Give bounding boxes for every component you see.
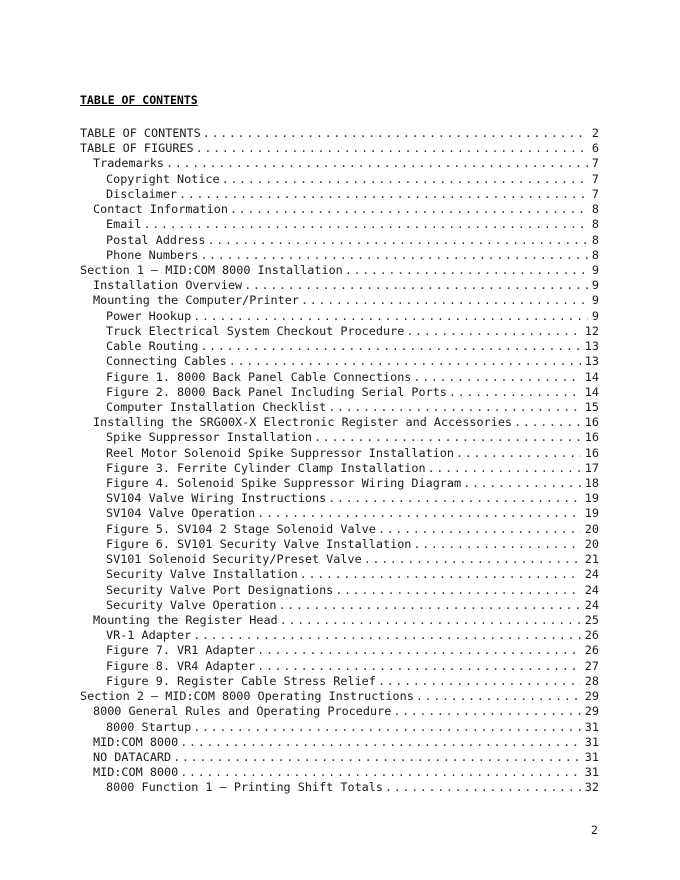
toc-dot-leader (301, 293, 588, 308)
toc-entry[interactable] (80, 552, 599, 567)
toc-entry-page: 9 (591, 293, 599, 308)
toc-entry[interactable] (80, 309, 599, 324)
toc-entry-title: TABLE OF CONTENTS (80, 126, 201, 140)
toc-entry-title: Truck Electrical System Checkout Procedure (106, 323, 405, 338)
toc-entry-page: 21 (584, 552, 599, 567)
toc-entry-page: 26 (584, 643, 599, 658)
toc-entry[interactable] (80, 172, 599, 187)
toc-entry-title: Figure 4. Solenoid Spike Suppressor Wiring Diagram (106, 476, 462, 491)
toc-entry-page: 27 (584, 658, 599, 673)
toc-dot-leader (364, 552, 581, 567)
toc-entry-page: 9 (591, 262, 599, 277)
toc-entry-page: 7 (591, 171, 599, 186)
toc-entry-page: 28 (584, 673, 599, 688)
toc-dot-leader (222, 172, 588, 187)
toc-entry-title: NO DATACARD (93, 749, 172, 764)
toc-entry-page: 8 (591, 247, 599, 262)
toc-entry[interactable] (80, 750, 599, 765)
toc-entry[interactable] (80, 248, 599, 263)
toc-entry-page: 7 (591, 186, 599, 201)
toc-entry-title: SV101 Solenoid Security/Preset Valve (106, 552, 362, 567)
toc-dot-leader (203, 126, 588, 141)
toc-entry[interactable] (80, 156, 599, 171)
toc-entry[interactable] (80, 263, 599, 278)
page-number: 2 (590, 823, 598, 837)
toc-entry-title: Security Valve Port Designations (106, 582, 334, 597)
toc-dot-leader (378, 674, 581, 689)
toc-entry-title: Installing the SRG00X-X Electronic Register and Accessories (93, 415, 513, 430)
toc-entry[interactable] (80, 126, 599, 141)
toc-entry-page: 19 (584, 491, 599, 506)
toc-entry-title: SV104 Valve Wiring Instructions (106, 491, 327, 506)
toc-entry-page: 24 (584, 597, 599, 612)
toc-entry-title: Trademarks (93, 156, 165, 171)
toc-entry[interactable] (80, 141, 599, 156)
toc-dot-leader (456, 446, 581, 461)
toc-entry-page: 18 (584, 476, 599, 491)
toc-entry-page: 9 (591, 308, 599, 323)
toc-dot-leader (413, 537, 580, 552)
toc-entry-page: 12 (584, 323, 599, 338)
toc-entry-page: 9 (591, 278, 599, 293)
toc-entry-page: 25 (584, 613, 599, 627)
toc-dot-leader (180, 735, 581, 750)
toc-entry[interactable] (80, 461, 599, 476)
toc-entry-page: 14 (584, 369, 599, 384)
toc-dot-leader (257, 643, 581, 658)
toc-entry-page: 19 (584, 506, 599, 521)
toc-entry-page: 29 (584, 704, 599, 719)
toc-entry-page: 20 (584, 536, 599, 551)
toc-entry[interactable] (80, 339, 599, 354)
toc-entry-title: Power Hookup (106, 308, 192, 323)
toc-dot-leader (300, 567, 581, 582)
toc-entry-title: Figure 1. 8000 Back Panel Cable Connections (106, 369, 412, 384)
toc-heading: TABLE OF CONTENTS (80, 93, 198, 107)
toc-entry-title: Security Valve Operation (106, 597, 277, 612)
toc-dot-leader (416, 689, 581, 704)
toc-entry-title: Figure 7. VR1 Adapter (106, 643, 256, 658)
toc-entry[interactable] (80, 674, 599, 689)
toc-dot-leader (335, 583, 581, 598)
toc-entry-title: MID:COM 8000 (93, 734, 179, 749)
toc-entry-page: 16 (584, 445, 599, 460)
toc-dot-leader (207, 233, 587, 248)
toc-entry-title: TABLE OF FIGURES (80, 141, 194, 156)
toc-entry[interactable] (80, 659, 599, 674)
toc-entry-page: 20 (584, 521, 599, 536)
toc-dot-leader (144, 217, 588, 232)
toc-dot-leader (166, 156, 588, 171)
toc-entry-title: Email (106, 217, 142, 232)
toc-entry-page: 14 (584, 384, 599, 399)
toc-entry-title: SV104 Valve Operation (106, 506, 256, 521)
toc-dot-leader (193, 628, 581, 643)
toc-entry-title: 8000 Function 1 – Printing Shift Totals (106, 780, 383, 795)
toc-dot-leader (193, 720, 581, 735)
toc-entry[interactable] (80, 780, 599, 795)
toc-entry[interactable] (80, 324, 599, 339)
toc-entry-title: MID:COM 8000 (93, 765, 179, 780)
toc-entry-page: 16 (584, 415, 599, 430)
toc-dot-leader (230, 202, 588, 217)
toc-entry[interactable] (80, 233, 599, 248)
toc-entry-page: 17 (584, 460, 599, 475)
toc-entry[interactable] (80, 522, 599, 537)
toc-entry[interactable] (80, 720, 599, 735)
toc-entry[interactable] (80, 293, 599, 308)
toc-entry[interactable] (80, 385, 599, 400)
toc-dot-leader (257, 506, 581, 521)
toc-entry[interactable] (80, 704, 599, 719)
toc-entry-title: Copyright Notice (106, 171, 220, 186)
toc-entry-title: Connecting Cables (106, 354, 227, 369)
toc-entry-page: 6 (591, 141, 599, 156)
toc-dot-leader (406, 324, 580, 339)
toc-dot-leader (428, 461, 581, 476)
toc-dot-leader (196, 141, 588, 156)
toc-entry-page: 31 (584, 719, 599, 734)
toc-dot-leader (328, 400, 581, 415)
toc-entry-page: 32 (584, 780, 599, 795)
toc-entry-page: 26 (584, 628, 599, 643)
toc-dot-leader (393, 704, 580, 719)
toc-entry-title: Figure 3. Ferrite Cylinder Clamp Installation (106, 460, 426, 475)
toc-entry-title: Figure 9. Register Cable Stress Relief (106, 673, 376, 688)
toc-entry[interactable] (80, 765, 599, 780)
toc-dot-leader (449, 385, 581, 400)
toc-entry-page: 13 (584, 339, 599, 354)
toc-entry[interactable] (80, 370, 599, 385)
toc-dot-leader (193, 309, 588, 324)
toc-entry-page: 31 (584, 749, 599, 764)
toc-entry-title: Cable Routing (106, 339, 199, 354)
toc-entry[interactable] (80, 598, 599, 613)
toc-entry-page: 16 (584, 430, 599, 445)
toc-entry-page: 8 (591, 217, 599, 232)
toc-entry-page: 31 (584, 765, 599, 780)
toc-dot-leader (229, 354, 581, 369)
toc-entry[interactable] (80, 613, 599, 628)
toc-entry[interactable] (80, 415, 599, 430)
toc-dot-leader (244, 278, 588, 293)
toc-entry[interactable] (80, 506, 599, 521)
toc-entry-page: 2 (591, 126, 599, 140)
toc-entry[interactable] (80, 628, 599, 643)
toc-dot-leader (514, 415, 581, 430)
toc-entry[interactable] (80, 491, 599, 506)
toc-entry[interactable] (80, 476, 599, 491)
toc-entry[interactable] (80, 643, 599, 658)
toc-entry-title: Mounting the Computer/Printer (93, 293, 299, 308)
toc-dot-leader (378, 522, 581, 537)
toc-dot-leader (314, 430, 581, 445)
toc-entry-title: VR-1 Adapter (106, 628, 192, 643)
toc-entry-title: Security Valve Installation (106, 567, 298, 582)
toc-entry-title: Reel Motor Solenoid Spike Suppressor Installation (106, 445, 455, 460)
toc-entry[interactable] (80, 583, 599, 598)
toc-entry-page: 24 (584, 582, 599, 597)
toc-entry[interactable] (80, 354, 599, 369)
toc-dot-leader (345, 263, 588, 278)
toc-entry-page: 31 (584, 734, 599, 749)
toc-entry-title: Contact Information (93, 202, 228, 217)
toc-dot-leader (200, 339, 580, 354)
toc-entry[interactable] (80, 537, 599, 552)
toc-entry-page: 7 (591, 156, 599, 171)
toc-entry[interactable] (80, 735, 599, 750)
toc-list (80, 126, 599, 796)
toc-dot-leader (257, 659, 581, 674)
toc-entry-title: Computer Installation Checklist (106, 399, 327, 414)
toc-entry-title: Phone Numbers (106, 247, 199, 262)
toc-entry-page: 29 (584, 689, 599, 704)
toc-entry-title: Figure 8. VR4 Adapter (106, 658, 256, 673)
toc-dot-leader (328, 491, 581, 506)
toc-dot-leader (179, 187, 588, 202)
toc-entry-title: Section 2 – MID:COM 8000 Operating Instructions (80, 689, 414, 704)
toc-entry-title: Postal Address (106, 232, 206, 247)
toc-entry-title: Disclaimer (106, 186, 178, 201)
toc-entry[interactable] (80, 278, 599, 293)
toc-entry-page: 24 (584, 567, 599, 582)
toc-dot-leader (463, 476, 581, 491)
toc-entry-title: 8000 Startup (106, 719, 192, 734)
toc-entry-title: Figure 6. SV101 Security Valve Installation (106, 536, 412, 551)
toc-entry[interactable] (80, 400, 599, 415)
toc-dot-leader (413, 370, 580, 385)
toc-entry-title: Spike Suppressor Installation (106, 430, 312, 445)
toc-entry[interactable] (80, 217, 599, 232)
toc-entry-title: 8000 General Rules and Operating Procedure (93, 704, 392, 719)
toc-entry[interactable] (80, 202, 599, 217)
toc-dot-leader (280, 613, 581, 628)
toc-entry[interactable] (80, 689, 599, 704)
toc-entry-page: 15 (584, 399, 599, 414)
toc-entry-page: 13 (584, 354, 599, 369)
toc-dot-leader (173, 750, 581, 765)
toc-entry-page: 8 (591, 202, 599, 217)
toc-entry-title: Figure 5. SV104 2 Stage Solenoid Valve (106, 521, 376, 536)
toc-entry-page: 8 (591, 232, 599, 247)
toc-entry-title: Figure 2. 8000 Back Panel Including Serial Ports (106, 384, 447, 399)
toc-entry-title: Section 1 – MID:COM 8000 Installation (80, 262, 343, 277)
toc-dot-leader (385, 780, 581, 795)
toc-entry[interactable] (80, 446, 599, 461)
toc-dot-leader (200, 248, 588, 263)
toc-entry[interactable] (80, 567, 599, 582)
toc-entry[interactable] (80, 430, 599, 445)
toc-entry-title: Mounting the Register Head (93, 613, 278, 627)
toc-entry[interactable] (80, 187, 599, 202)
toc-dot-leader (180, 765, 581, 780)
toc-entry-title: Installation Overview (93, 278, 243, 293)
toc-dot-leader (278, 598, 580, 613)
